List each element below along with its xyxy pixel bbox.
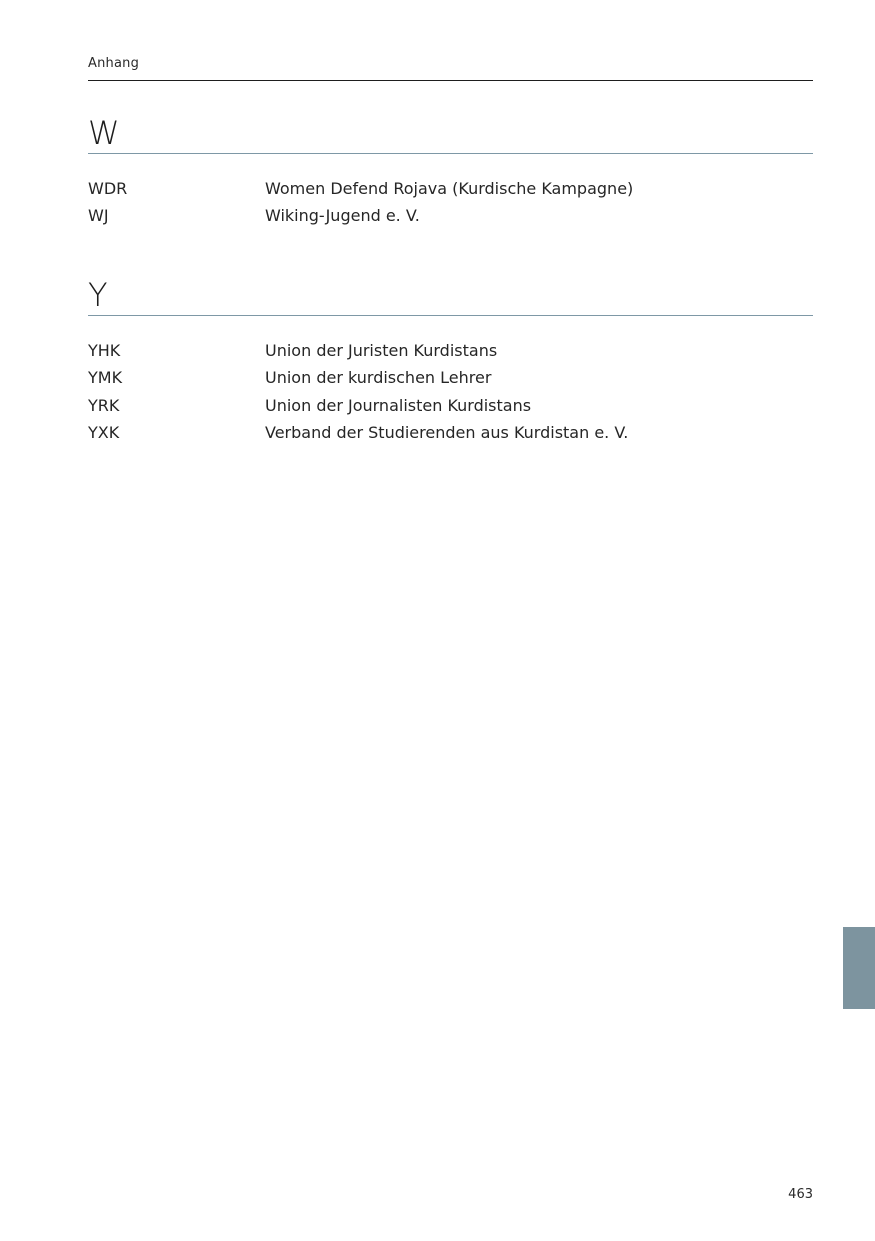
list-item xyxy=(88,175,813,202)
running-header-title: Anhang xyxy=(88,56,140,71)
page-number: 463 xyxy=(788,1187,813,1202)
section-w xyxy=(88,110,813,230)
abbreviation-definition: Union der Juristen Kurdistans xyxy=(265,341,498,360)
abbreviation-definition: Wiking-Jugend e. V. xyxy=(265,206,420,226)
abbreviation: YRK xyxy=(88,395,120,415)
list-item xyxy=(88,392,813,419)
list-item xyxy=(88,202,813,229)
abbreviation-definition: Verband der Studierenden aus Kurdistan e. V. xyxy=(265,423,629,443)
section-letter: W xyxy=(88,114,120,152)
abbreviation: WDR xyxy=(88,179,128,198)
section-letter: Y xyxy=(88,276,108,314)
abbreviation: YXK xyxy=(88,423,120,443)
section-y xyxy=(88,272,813,447)
abbreviation: YHK xyxy=(88,341,121,360)
running-header xyxy=(88,56,813,81)
list-item xyxy=(88,337,813,364)
abbreviation: WJ xyxy=(88,206,109,226)
chapter-thumb-tab xyxy=(843,927,875,1009)
list-item xyxy=(88,419,813,446)
abbreviation: YMK xyxy=(88,368,123,388)
abbreviation-definition: Union der Journalisten Kurdistans xyxy=(265,395,532,415)
abbreviation-list xyxy=(88,337,813,447)
section-heading xyxy=(88,272,813,316)
list-item xyxy=(88,364,813,391)
abbreviation-definition: Union der kurdischen Lehrer xyxy=(265,368,492,388)
abbreviation-list xyxy=(88,175,813,230)
abbreviation-definition: Women Defend Rojava (Kurdische Kampagne) xyxy=(265,179,634,198)
section-heading xyxy=(88,110,813,154)
